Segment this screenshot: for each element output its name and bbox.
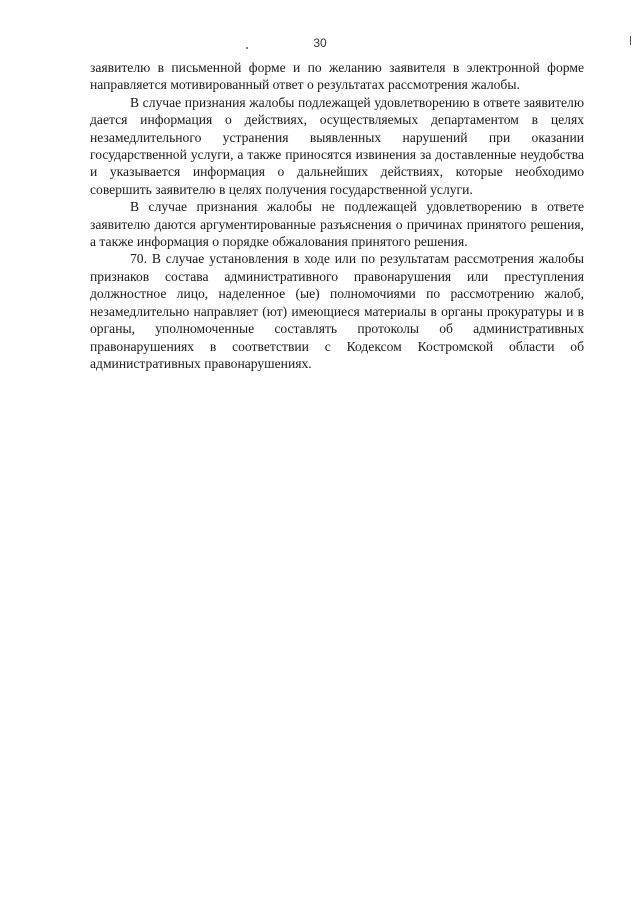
- scan-speck: [246, 47, 248, 49]
- paragraph-rejected-complaint: В случае признания жалобы не подлежащей удовлетворению в ответе заявителю даются аргументированные разъяснения о причинах принятого решения, а также информация о порядке обжалования принятого решения.: [90, 199, 584, 250]
- paragraph-satisfied-complaint: В случае признания жалобы подлежащей удовлетворению в ответе заявителю дается информация о действиях, осуществляемых департаментом в целях незамедлительного устранения выявленных нарушений при оказании государственной услуги, а также приносятся извинения за доставленные неудобства и указывается информация о дальнейших действиях, которые необходимо совершить заявителю в целях получения государственной услуги.: [90, 94, 584, 197]
- paragraph-continuation: заявителю в письменной форме и по желанию заявителя в электронной форме направляется мотивированный ответ о результатах рассмотрения жалобы.: [90, 60, 584, 93]
- scan-speck: [630, 36, 631, 45]
- page-number: 30: [313, 36, 327, 50]
- document-body: [90, 59, 584, 372]
- paragraph-clause-70: 70. В случае установления в ходе или по результатам рассмотрения жалобы признаков состава административного правонарушения или преступления должностное лицо, наделенное (ые) полномочиями по рассмотрению жалоб, незамедлительно направляет (ют) имеющиеся материалы в органы прокуратуры и в органы, уполномоченные составлять протоколы об административных правонарушениях в соответствии с Кодексом Костромской области об административных правонарушениях.: [90, 251, 584, 371]
